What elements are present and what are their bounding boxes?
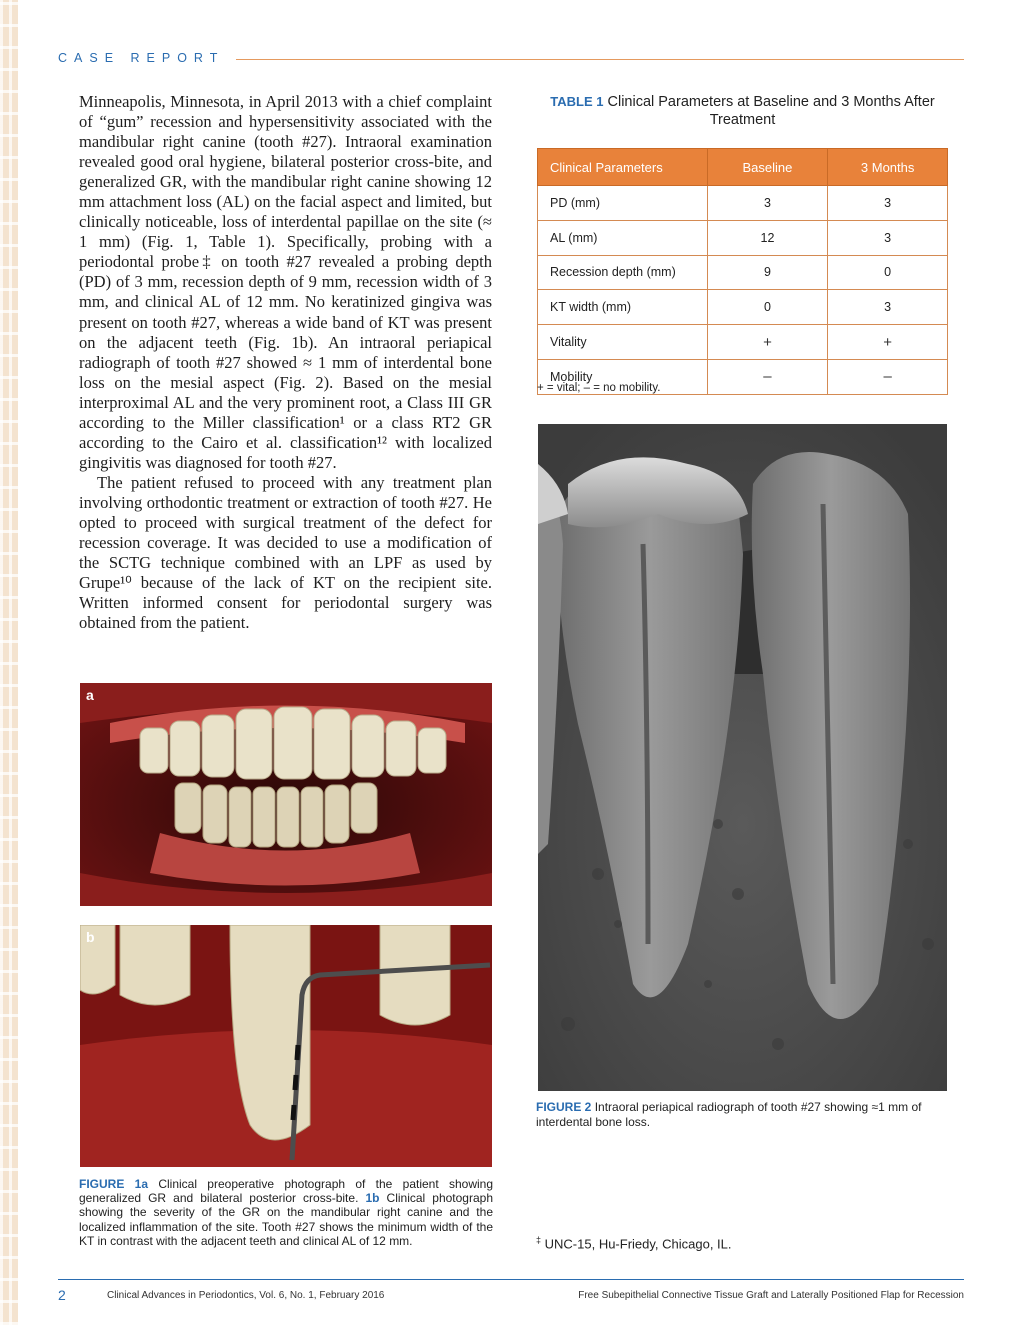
column-header: Clinical Parameters bbox=[538, 149, 708, 186]
footnote-text: UNC-15, Hu-Friedy, Chicago, IL. bbox=[544, 1236, 732, 1252]
clinical-photo-1b bbox=[80, 925, 492, 1167]
section-label: CASE REPORT bbox=[58, 51, 225, 65]
table-cell: Mobility bbox=[538, 359, 708, 394]
table-cell: 3 bbox=[828, 290, 948, 325]
figure-1b-label: 1b bbox=[365, 1191, 380, 1206]
decorative-side-strip bbox=[0, 0, 18, 1325]
table-row bbox=[538, 220, 948, 255]
figure-2-label: FIGURE 2 bbox=[536, 1100, 592, 1114]
footer-rule bbox=[58, 1279, 964, 1280]
table-cell: 0 bbox=[707, 290, 828, 325]
body-paragraph: Minneapolis, Minnesota, in April 2013 with a chief complaint of “gum” recession and hypersensitivity associated with the mandibular right canine (tooth #27). Intraoral examination revealed good oral hygiene, bilateral posterior cross-bite, and generalized GR, with the mandibular right canine showing 12 mm attachment loss (AL) on the facial aspect and limited, but clinically noticeable, loss of interdental papillae on the site (≈ 1 mm) (Fig. 1, Table 1). Specifically, probing with a periodontal probe‡ on tooth #27 revealed a probing depth (PD) of 3 mm, recession depth of 9 mm, recession width of 3 mm, and clinical AL of 12 mm. No keratinized gingiva was present on tooth #27, whereas a wide band of KT was present on the adjacent teeth (Fig. 1b). An intraoral periapical radiograph of tooth #27 showed ≈ 1 mm of interdental bone loss on the mesial aspect (Fig. 2). Based on the mesial interproximal AL and the very prominent root, a Class III GR according to the Miller classification¹ or a class RT2 GR according to the Cairo et al. classification¹² with localized gingivitis was diagnosed for tooth #27. bbox=[79, 92, 492, 472]
table-cell: + bbox=[707, 325, 828, 360]
table-cell: 0 bbox=[828, 255, 948, 290]
panel-letter-a: a bbox=[86, 687, 94, 703]
column-header: 3 Months bbox=[828, 149, 948, 186]
footnote bbox=[536, 1235, 732, 1251]
table-title: Clinical Parameters at Baseline and 3 Months After Treatment bbox=[607, 94, 935, 128]
table-row bbox=[538, 255, 948, 290]
table-cell: AL (mm) bbox=[538, 220, 708, 255]
table-row bbox=[538, 290, 948, 325]
page-number: 2 bbox=[58, 1287, 66, 1303]
table-cell: 3 bbox=[828, 186, 948, 221]
clinical-parameters-table bbox=[537, 148, 948, 395]
running-title: Free Subepithelial Connective Tissue Graft and Laterally Positioned Flap for Recession bbox=[578, 1290, 964, 1301]
figure-2-caption-text: Intraoral periapical radiograph of tooth #27 showing ≈1 mm of interdental bone loss. bbox=[536, 1100, 922, 1129]
figure-2-caption bbox=[536, 1100, 954, 1130]
table-cell: 12 bbox=[707, 220, 828, 255]
body-paragraph: The patient refused to proceed with any treatment plan involving orthodontic treatment or extraction of tooth #27. He opted to proceed with surgical treatment of the defect for recession coverage. It was decided to use a modification of the SCTG technique combined with an LPF as used by Grupe¹⁰ because of the lack of KT on the recipient site. Written informed consent for periodontal surgery was obtained from the patient. bbox=[79, 472, 492, 633]
table-cell: PD (mm) bbox=[538, 186, 708, 221]
table-cell: KT width (mm) bbox=[538, 290, 708, 325]
table-row bbox=[538, 186, 948, 221]
figure-1a-label: 1a bbox=[134, 1177, 149, 1191]
column-header: Baseline bbox=[707, 149, 828, 186]
header-rule bbox=[236, 59, 964, 60]
table-header-row bbox=[538, 149, 948, 186]
clinical-photo-1a bbox=[80, 683, 492, 906]
table-cell: 3 bbox=[707, 186, 828, 221]
journal-citation: Clinical Advances in Periodontics, Vol. 6, No. 1, February 2016 bbox=[107, 1290, 385, 1301]
table-cell: Vitality bbox=[538, 325, 708, 360]
table-cell: Recession depth (mm) bbox=[538, 255, 708, 290]
table-cell: 3 bbox=[828, 220, 948, 255]
figure-1-caption bbox=[79, 1177, 493, 1248]
radiograph-image bbox=[538, 424, 947, 1091]
footnote-mark: ‡ bbox=[536, 1235, 542, 1245]
table-cell: – bbox=[707, 359, 828, 394]
table-note: + = vital; – = no mobility. bbox=[537, 382, 661, 394]
figure-1a-caption-text: Clinical preoperative photograph of the patient showing generalized GR and bilateral posterior cross-bite. bbox=[79, 1177, 493, 1206]
table-cell: + bbox=[828, 325, 948, 360]
panel-letter-b: b bbox=[86, 929, 95, 945]
table-cell: – bbox=[828, 359, 948, 394]
figure-1-label: FIGURE bbox=[79, 1177, 125, 1191]
body-text-column bbox=[79, 92, 492, 633]
table-label: TABLE 1 bbox=[550, 94, 604, 109]
table-cell: 9 bbox=[707, 255, 828, 290]
table-row bbox=[538, 325, 948, 360]
table-caption bbox=[536, 93, 949, 129]
figure-1b-caption-text: Clinical photograph showing the severity of the GR on the mandibular right canine and the localized inflammation of the site. Tooth #27 shows the minimum width of the KT in contrast with the adjacent teeth and clinical AL of 12 mm. bbox=[79, 1191, 493, 1248]
